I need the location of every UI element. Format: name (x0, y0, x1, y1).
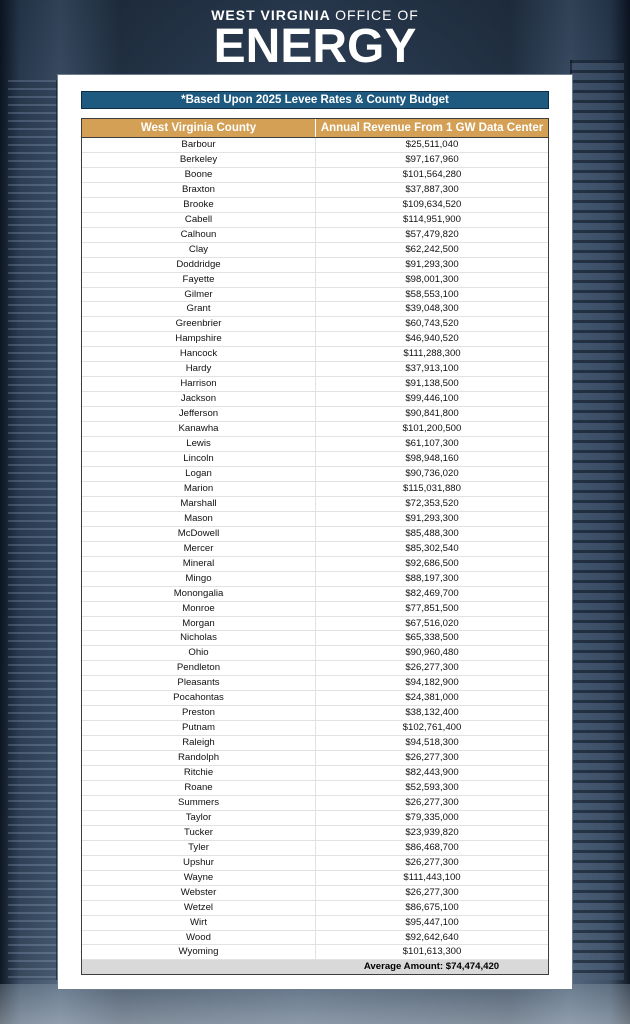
county-cell: Fayette (82, 273, 316, 287)
revenue-cell: $86,675,100 (405, 901, 459, 913)
county-cell: Pleasants (82, 676, 316, 690)
revenue-cell: $25,511,040 (405, 139, 459, 150)
revenue-cell: $85,488,300 (405, 527, 459, 539)
revenue-cell: $94,182,900 (405, 677, 459, 689)
county-cell: Mineral (82, 557, 316, 571)
revenue-cell: $90,841,800 (405, 408, 459, 420)
revenue-cell: $88,197,300 (405, 572, 459, 584)
table-row (82, 362, 548, 377)
revenue-cell: $61,107,300 (405, 438, 459, 450)
table-row (82, 826, 548, 841)
table-row (82, 228, 548, 243)
county-cell: Doddridge (82, 258, 316, 272)
table-row (82, 332, 548, 347)
table-row (82, 661, 548, 676)
revenue-cell: $114,951,900 (403, 213, 461, 225)
county-cell: Braxton (82, 183, 316, 197)
county-cell: Marshall (82, 497, 316, 511)
county-cell: Pendleton (82, 661, 316, 675)
revenue-cell: $46,940,520 (405, 333, 459, 345)
table-row (82, 736, 548, 751)
county-cell: Mason (82, 512, 316, 526)
table-row (82, 377, 548, 392)
county-cell: Roane (82, 781, 316, 795)
revenue-cell: $92,642,640 (405, 931, 459, 943)
revenue-cell: $67,516,020 (405, 617, 459, 629)
revenue-cell: $91,293,300 (405, 258, 459, 270)
revenue-cell: $90,736,020 (405, 467, 459, 479)
county-cell: Wood (82, 931, 316, 945)
table-body (82, 138, 548, 960)
table-row (82, 631, 548, 646)
table-row (82, 258, 548, 273)
table-row (82, 452, 548, 467)
county-cell: Jefferson (82, 407, 316, 421)
county-cell: Berkeley (82, 153, 316, 167)
table-row (82, 168, 548, 183)
county-cell: Wetzel (82, 901, 316, 915)
revenue-cell: $62,242,500 (405, 243, 459, 255)
county-cell: Wayne (82, 871, 316, 885)
table-row (82, 243, 548, 258)
revenue-cell: $85,302,540 (405, 542, 459, 554)
revenue-cell: $39,048,300 (405, 303, 459, 315)
table-row (82, 302, 548, 317)
revenue-cell: $65,338,500 (405, 632, 459, 644)
table-row (82, 138, 548, 153)
revenue-cell: $111,288,300 (403, 348, 461, 360)
revenue-cell: $101,613,300 (402, 946, 462, 958)
revenue-cell: $24,381,000 (405, 692, 459, 704)
table-header-row (82, 119, 548, 138)
table-row (82, 183, 548, 198)
revenue-cell: $111,443,100 (403, 871, 461, 883)
revenue-cell: $94,518,300 (405, 737, 459, 749)
county-cell: Clay (82, 243, 316, 257)
county-cell: Mercer (82, 542, 316, 556)
table-row (82, 422, 548, 437)
county-cell: Upshur (82, 856, 316, 870)
revenue-cell: $37,913,100 (405, 363, 459, 375)
revenue-cell: $97,167,960 (405, 153, 459, 165)
table-row (82, 198, 548, 213)
revenue-cell: $86,468,700 (405, 841, 459, 853)
county-cell: Morgan (82, 617, 316, 631)
county-cell: Ohio (82, 646, 316, 660)
table-row (82, 317, 548, 332)
table-row (82, 751, 548, 766)
server-rack-right (570, 60, 624, 980)
revenue-cell: $101,200,500 (402, 423, 462, 435)
table-row (82, 706, 548, 721)
average-amount: Average Amount: $74,474,420 (363, 961, 500, 973)
table-row (82, 467, 548, 482)
table-row (82, 931, 548, 946)
county-cell: Raleigh (82, 736, 316, 750)
county-cell: Monongalia (82, 587, 316, 601)
floor (0, 984, 630, 1024)
revenue-cell: $58,553,100 (405, 288, 459, 300)
table-row (82, 153, 548, 168)
table-row (82, 273, 548, 288)
table-row (82, 617, 548, 632)
table-row (82, 781, 548, 796)
note-banner: *Based Upon 2025 Levee Rates & County Budget (81, 91, 549, 109)
table-row (82, 557, 548, 572)
revenue-cell: $91,293,300 (405, 512, 459, 524)
table-row (82, 347, 548, 362)
county-cell: Hancock (82, 347, 316, 361)
revenue-cell: $38,132,400 (405, 707, 459, 719)
county-cell: Marion (82, 482, 316, 496)
logo-state: WEST VIRGINIA (211, 7, 331, 23)
county-cell: Grant (82, 302, 316, 316)
table-row (82, 871, 548, 886)
column-header-county: West Virginia County (82, 119, 316, 137)
revenue-cell: $23,939,820 (405, 826, 459, 838)
county-cell: Gilmer (82, 288, 316, 302)
table-row (82, 392, 548, 407)
county-cell: Hardy (82, 362, 316, 376)
table-row (82, 676, 548, 691)
county-cell: Summers (82, 796, 316, 810)
revenue-cell: $77,851,500 (405, 602, 459, 614)
table-row (82, 766, 548, 781)
table-row (82, 288, 548, 303)
county-cell: Pocahontas (82, 691, 316, 705)
county-cell: Nicholas (82, 631, 316, 645)
server-rack-left (8, 80, 58, 980)
table-row (82, 691, 548, 706)
revenue-cell: $95,447,100 (405, 916, 459, 928)
revenue-cell: $26,277,300 (405, 856, 459, 868)
table-card (57, 74, 573, 990)
county-cell: Tucker (82, 826, 316, 840)
table-row (82, 407, 548, 422)
table-row (82, 945, 548, 960)
table-row (82, 542, 548, 557)
logo-office: OFFICE OF (335, 7, 419, 23)
county-cell: Preston (82, 706, 316, 720)
table-row (82, 841, 548, 856)
table-row (82, 527, 548, 542)
table-row (82, 646, 548, 661)
revenue-cell: $79,335,000 (405, 811, 459, 823)
revenue-cell: $90,960,480 (405, 647, 459, 659)
revenue-cell: $26,277,300 (405, 796, 459, 808)
revenue-cell: $98,001,300 (405, 273, 459, 285)
county-cell: Cabell (82, 213, 316, 227)
county-cell: Taylor (82, 811, 316, 825)
revenue-cell: $57,479,820 (405, 228, 459, 240)
logo-header (0, 6, 630, 73)
county-cell: Wirt (82, 916, 316, 930)
county-cell: Webster (82, 886, 316, 900)
table-row (82, 437, 548, 452)
county-cell: Ritchie (82, 766, 316, 780)
table-row (82, 587, 548, 602)
county-cell: Boone (82, 168, 316, 182)
county-cell: Randolph (82, 751, 316, 765)
revenue-cell: $52,593,300 (405, 781, 459, 793)
table-row (82, 213, 548, 228)
table-row (82, 482, 548, 497)
revenue-cell: $115,031,880 (403, 482, 461, 494)
county-cell: Putnam (82, 721, 316, 735)
table-footer-row (82, 960, 548, 974)
footer-spacer (82, 960, 315, 974)
county-cell: Wyoming (82, 945, 316, 959)
county-cell: Calhoun (82, 228, 316, 242)
county-cell: Harrison (82, 377, 316, 391)
revenue-table (81, 118, 549, 975)
table-row (82, 572, 548, 587)
county-cell: Kanawha (82, 422, 316, 436)
revenue-cell: $72,353,520 (405, 497, 459, 509)
revenue-cell: $26,277,300 (405, 752, 459, 764)
revenue-cell: $102,761,400 (402, 722, 462, 734)
county-cell: Logan (82, 467, 316, 481)
table-row (82, 886, 548, 901)
table-row (82, 512, 548, 527)
county-cell: Hampshire (82, 332, 316, 346)
revenue-cell: $82,443,900 (405, 767, 459, 779)
county-cell: Greenbrier (82, 317, 316, 331)
county-cell: McDowell (82, 527, 316, 541)
county-cell: Jackson (82, 392, 316, 406)
table-row (82, 901, 548, 916)
table-row (82, 497, 548, 512)
county-cell: Barbour (82, 138, 316, 152)
table-row (82, 796, 548, 811)
revenue-cell: $82,469,700 (405, 587, 459, 599)
column-header-revenue: Annual Revenue From 1 GW Data Center (320, 122, 544, 134)
table-row (82, 602, 548, 617)
table-row (82, 916, 548, 931)
table-row (82, 811, 548, 826)
logo-energy: ENERGY (213, 20, 417, 73)
revenue-cell: $37,887,300 (405, 183, 459, 195)
table-row (82, 721, 548, 736)
revenue-cell: $109,634,520 (402, 198, 462, 210)
revenue-cell: $60,743,520 (405, 318, 459, 330)
revenue-cell: $99,446,100 (405, 393, 459, 405)
revenue-cell: $26,277,300 (405, 886, 459, 898)
revenue-cell: $98,948,160 (405, 453, 459, 465)
county-cell: Brooke (82, 198, 316, 212)
revenue-cell: $26,277,300 (405, 662, 459, 674)
revenue-cell: $101,564,280 (402, 168, 462, 180)
county-cell: Lincoln (82, 452, 316, 466)
county-cell: Monroe (82, 602, 316, 616)
county-cell: Lewis (82, 437, 316, 451)
revenue-cell: $91,138,500 (405, 378, 459, 390)
county-cell: Mingo (82, 572, 316, 586)
table-row (82, 856, 548, 871)
county-cell: Tyler (82, 841, 316, 855)
revenue-cell: $92,686,500 (405, 557, 459, 569)
